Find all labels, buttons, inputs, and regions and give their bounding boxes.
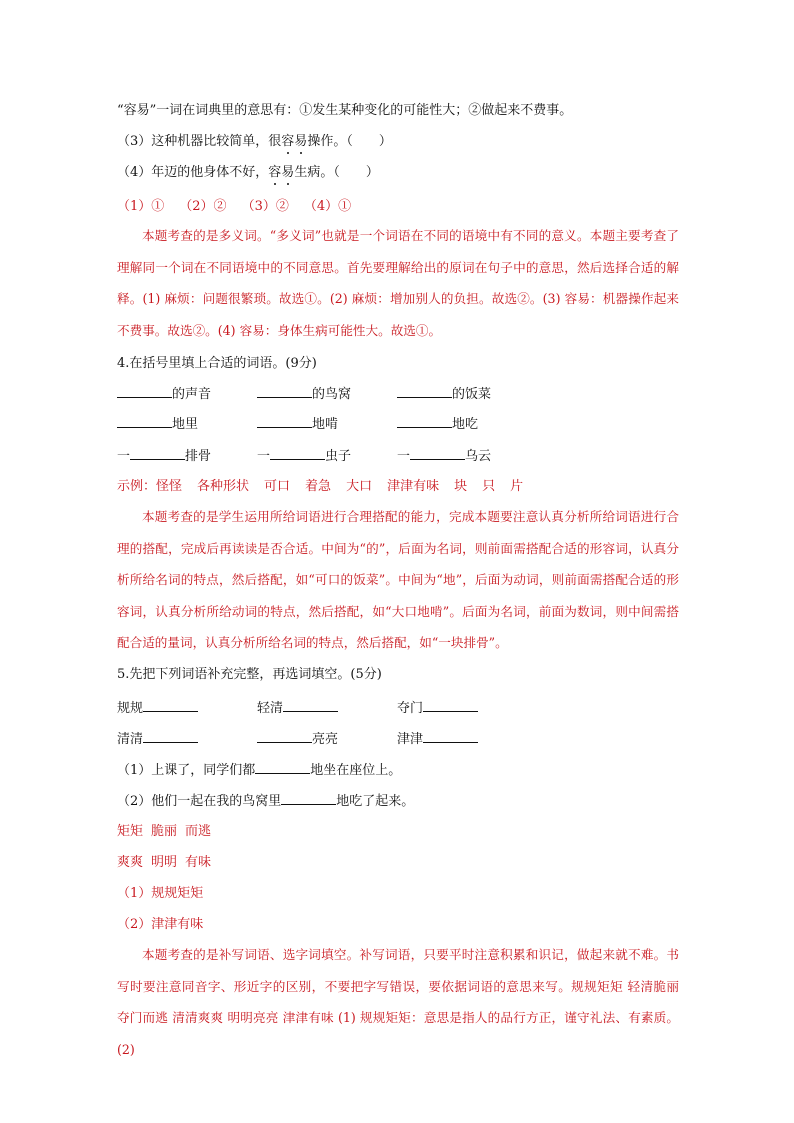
section-4-title: 4.在括号里填上合适的词语。(9分) bbox=[117, 356, 317, 371]
word-part: 津津 bbox=[397, 732, 424, 747]
explanation-5: 本题考查的是补写词语、选字词填空。补写词语，只要平时注意积累和识记，做起来就不难。书写时要注意同音字、形近字的区别，不要把字写错误，要依据词语的意思来写。规规矩矩 轻清脆丽 夺门而逃 清清爽爽 明明亮亮 津津有味 (1) 规规矩矩：意思是指人的品行方正，谨守礼法、有素质。(2) bbox=[117, 947, 679, 1057]
fill-prefix: 一 bbox=[397, 449, 411, 464]
question-4-dotted-char-1: 容 bbox=[268, 165, 282, 180]
word-part: 清清 bbox=[117, 732, 144, 747]
answer-4-item: 津津有味 bbox=[387, 479, 440, 494]
answer-5-sentence-1: （1）规规矩矩 bbox=[117, 886, 204, 901]
answer-5-line-2 bbox=[117, 853, 211, 873]
sentence-part: 地吃了起来。 bbox=[336, 794, 415, 809]
fill-item: 的鸟窝 bbox=[312, 387, 352, 402]
word-part: 夺门 bbox=[397, 701, 424, 716]
question-4-prefix: （4）年迈的他身体不好， bbox=[117, 165, 269, 180]
question-3 bbox=[117, 132, 392, 152]
explanation-1: 本题考查的是多义词。“多义词”也就是一个词语在不同的语境中有不同的意义。本题主要考查了理解同一个词在不同语境中的不同意思。首先要理解给出的原词在句子中的意思，然后选择合适的解释。(1) 麻烦：问题很繁琐。故选①。(2) 麻烦：增加别人的负担。故选②。(3) 容易：机器操作起来不费事。故选②。(4) 容易：身体生病可能性大。故选①。 bbox=[117, 228, 679, 338]
section-5-title: 5.先把下列词语补充完整，再选词填空。(5分) bbox=[117, 667, 382, 682]
answer-5-item: 脆丽 bbox=[151, 824, 178, 839]
answer-5-line-1 bbox=[117, 822, 211, 842]
answer-1-item: （4）① bbox=[303, 199, 352, 214]
answer-4-item: 块 bbox=[454, 479, 468, 494]
fill-item: 地吃 bbox=[452, 417, 479, 432]
fill-item: 地里 bbox=[172, 417, 199, 432]
answer-1-item: （1）① bbox=[117, 199, 165, 214]
answer-5-sentence-2: （2）津津有味 bbox=[117, 917, 204, 932]
fill-prefix: 一 bbox=[257, 449, 271, 464]
section-5-sentence-1 bbox=[117, 760, 401, 781]
fill-item: 乌云 bbox=[465, 449, 492, 464]
sentence-part: （2）他们一起在我的鸟窝里 bbox=[117, 794, 282, 809]
answer-4-item: 可口 bbox=[264, 479, 291, 494]
answer-5-item: 有味 bbox=[185, 855, 212, 870]
answer-1-item: （3）② bbox=[241, 199, 289, 214]
intro-text: “容易”一词在词典里的意思有：①发生某种变化的可能性大；②做起来不费事。 bbox=[117, 103, 573, 118]
question-3-dotted-char-1: 容 bbox=[281, 134, 295, 149]
answer-5-item: 矩矩 bbox=[117, 824, 144, 839]
answer-4-item: 示例：怪怪 bbox=[117, 479, 183, 494]
question-4-dotted-char-2: 易 bbox=[281, 165, 295, 180]
question-3-dotted-char-2: 易 bbox=[294, 134, 308, 149]
answer-5-item: 爽爽 bbox=[117, 855, 144, 870]
answer-1-line bbox=[117, 197, 351, 217]
sentence-part: （1）上课了，同学们都 bbox=[117, 763, 256, 778]
answer-4-item: 只 bbox=[482, 479, 496, 494]
question-3-suffix: 操作。（ ） bbox=[307, 134, 392, 149]
word-part: 亮亮 bbox=[312, 732, 339, 747]
answer-5-item: 明明 bbox=[151, 855, 178, 870]
fill-item: 地啃 bbox=[312, 417, 339, 432]
explanation-4: 本题考查的是学生运用所给词语进行合理搭配的能力，完成本题要注意认真分析所给词语进行合理的搭配，完成后再读读是否合适。中间为“的”，后面为名词，则前面需搭配合适的形容词，认真分析所给名词的特点，然后搭配，如“可口的饭菜”。中间为“地”，后面为动词，则前面需搭配合适的形容词，认真分析所给动词的特点，然后搭配，如“大口地啃”。后面为名词，前面为数词，则中间需搭配合适的量词，认真分析所给名词的特点，然后搭配，如“一块排骨”。 bbox=[117, 509, 679, 650]
fill-item: 虫子 bbox=[325, 449, 352, 464]
answer-4-item: 着急 bbox=[305, 479, 332, 494]
answer-4-item: 片 bbox=[510, 479, 524, 494]
fill-item: 排骨 bbox=[185, 449, 212, 464]
question-3-prefix: （3）这种机器比较简单，很 bbox=[117, 134, 282, 149]
word-part: 规规 bbox=[117, 701, 144, 716]
sentence-part: 地坐在座位上。 bbox=[310, 763, 402, 778]
answer-4-line bbox=[117, 477, 523, 497]
fill-item: 的饭菜 bbox=[452, 387, 492, 402]
answer-1-item: （2）② bbox=[179, 199, 227, 214]
answer-4-item: 各种形状 bbox=[197, 479, 250, 494]
question-4-suffix: 生病。（ ） bbox=[294, 165, 379, 180]
section-5-sentence-2 bbox=[117, 791, 414, 812]
fill-prefix: 一 bbox=[117, 449, 131, 464]
answer-4-item: 大口 bbox=[346, 479, 373, 494]
question-4 bbox=[117, 163, 379, 183]
answer-5-item: 而逃 bbox=[185, 824, 212, 839]
fill-item: 的声音 bbox=[172, 387, 212, 402]
word-part: 轻清 bbox=[257, 701, 284, 716]
